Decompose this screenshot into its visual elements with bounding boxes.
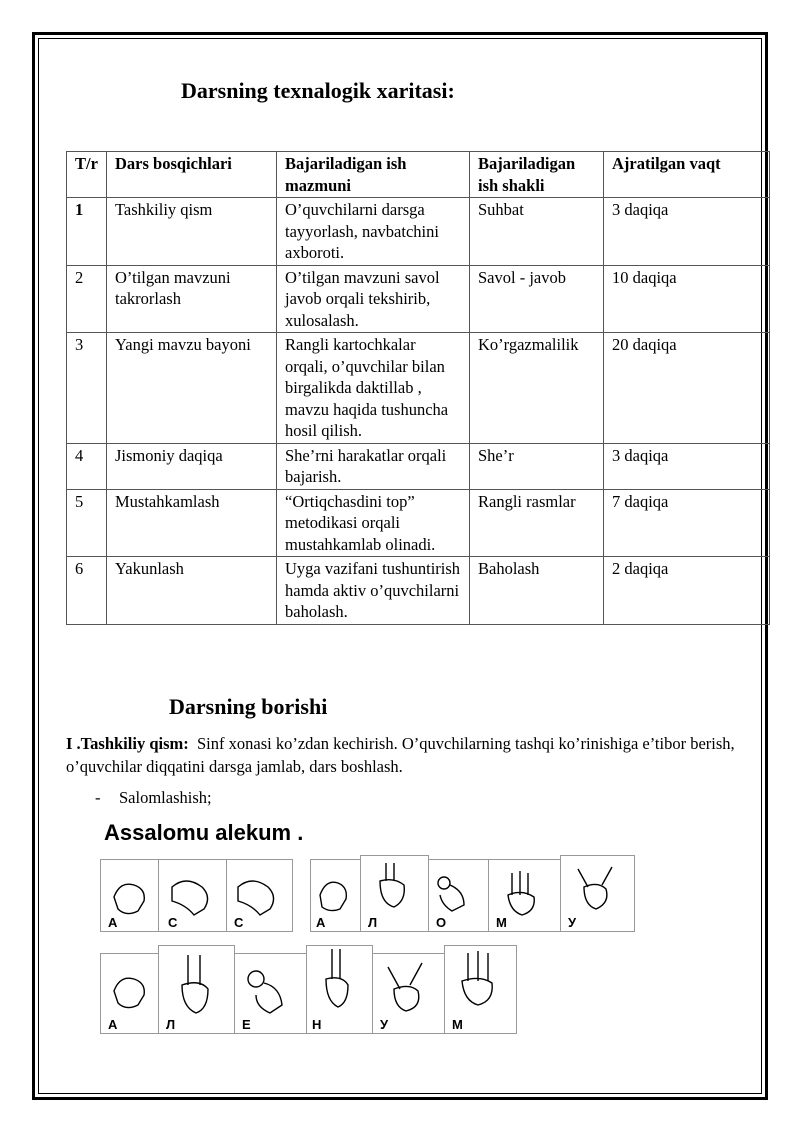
table-cell: 20 daqiqa <box>604 333 770 444</box>
table-cell: 7 daqiqa <box>604 489 770 557</box>
table-row <box>67 265 770 333</box>
paragraph-lead: I .Tashkiliy qism: <box>66 734 189 753</box>
section-title: Darsning borishi <box>169 694 328 719</box>
table-cell: Tashkiliy qism <box>107 198 277 266</box>
hand-sign-icon <box>380 863 404 907</box>
table-cell: Rangli kartochkalar orqali, o’quvchilar bilan birgalikda daktillab , mavzu haqida tushuncha hosil qilish. <box>277 333 470 444</box>
sign-letter: М <box>496 915 507 930</box>
column-header: Bajariladigan ish shakli <box>470 152 604 198</box>
sign-group-assalomu-2 <box>311 856 635 932</box>
sign-letter: А <box>108 1017 118 1032</box>
table-cell: Baholash <box>470 557 604 625</box>
hand-sign-icon <box>248 971 282 1013</box>
table-row <box>67 489 770 557</box>
sign-cards-row-2 <box>100 943 530 1037</box>
table-cell: Ko’rgazmalilik <box>470 333 604 444</box>
intro-paragraph <box>66 732 756 778</box>
sign-group-assalomu-1 <box>101 860 293 932</box>
column-header: Dars bosqichlari <box>107 152 277 198</box>
table-cell: “Ortiqchasdini top” metodikasi orqali mustahkamlab olinadi. <box>277 489 470 557</box>
table-cell: Mustahkamlash <box>107 489 277 557</box>
table-row <box>67 443 770 489</box>
table-cell: 3 daqiqa <box>604 198 770 266</box>
hand-sign-icon <box>320 882 346 910</box>
hand-sign-icon <box>326 949 348 1007</box>
table-row <box>67 333 770 444</box>
sign-row-1 <box>100 855 640 935</box>
table-cell: 1 <box>67 198 107 266</box>
sign-letter: У <box>380 1017 389 1032</box>
table-cell: O’quvchilarni darsga tayyorlash, navbatchini axboroti. <box>277 198 470 266</box>
table-cell: Uyga vazifani tushuntirish hamda aktiv o’quvchilarni baholash. <box>277 557 470 625</box>
sign-letter: Л <box>166 1017 176 1032</box>
table-cell: Rangli rasmlar <box>470 489 604 557</box>
table-cell: 3 daqiqa <box>604 443 770 489</box>
lesson-plan-table <box>66 151 770 625</box>
hand-sign-icon <box>114 978 144 1007</box>
table-header-row <box>67 152 770 198</box>
hand-sign-icon <box>238 881 274 915</box>
sign-letter: А <box>316 915 326 930</box>
sign-letter: М <box>452 1017 463 1032</box>
table-cell: Yakunlash <box>107 557 277 625</box>
table-cell: O’tilgan mavzuni takrorlash <box>107 265 277 333</box>
table-cell: 3 <box>67 333 107 444</box>
bullet-item <box>95 788 212 808</box>
table-cell: O’tilgan mavzuni savol javob orqali tekshirib, xulosalash. <box>277 265 470 333</box>
table-row <box>67 198 770 266</box>
table-cell: Suhbat <box>470 198 604 266</box>
greeting-heading: Assalomu alekum . <box>104 820 304 845</box>
column-header: Ajratilgan vaqt <box>604 152 770 198</box>
hand-sign-icon <box>462 951 492 1005</box>
column-header: T/r <box>67 152 107 198</box>
table-cell: 6 <box>67 557 107 625</box>
table-cell: Jismoniy daqiqa <box>107 443 277 489</box>
hand-sign-icon <box>578 867 612 909</box>
sign-letter: С <box>168 915 178 930</box>
paragraph-text: Sinf xonasi ko’zdan kechirish. O’quvchilarning tashqi ko’rinishiga e’tibor berish, o’quvchilar diqqatini darsga jamlab, dars boshlash. <box>66 734 735 776</box>
column-header: Bajariladigan ish mazmuni <box>277 152 470 198</box>
table-cell: Yangi mavzu bayoni <box>107 333 277 444</box>
sign-cards-row-1 <box>100 855 640 935</box>
bullet-text: Salomlashish; <box>119 788 212 807</box>
sign-letter: О <box>436 915 447 930</box>
table-cell: Savol - javob <box>470 265 604 333</box>
sign-letter: А <box>108 915 118 930</box>
table-cell: 5 <box>67 489 107 557</box>
table-cell: She’rni harakatlar orqali bajarish. <box>277 443 470 489</box>
hand-sign-icon <box>438 877 464 911</box>
sign-letter: Л <box>368 915 378 930</box>
page-title: Darsning texnalogik xaritasi: <box>181 78 455 103</box>
sign-letter: Е <box>242 1017 251 1032</box>
table-cell: 2 daqiqa <box>604 557 770 625</box>
table-cell: 4 <box>67 443 107 489</box>
hand-sign-icon <box>172 881 208 915</box>
sign-letter: С <box>234 915 244 930</box>
bullet-dash: - <box>95 788 101 807</box>
hand-sign-icon <box>388 963 422 1011</box>
sign-letter: Н <box>312 1017 322 1032</box>
sign-letter: У <box>568 915 577 930</box>
sign-group-alekum <box>101 946 517 1034</box>
hand-sign-icon <box>182 955 208 1013</box>
sign-row-2 <box>100 943 530 1037</box>
table-row <box>67 557 770 625</box>
hand-sign-icon <box>508 871 534 915</box>
table-cell: She’r <box>470 443 604 489</box>
table-cell: 10 daqiqa <box>604 265 770 333</box>
table-cell: 2 <box>67 265 107 333</box>
hand-sign-icon <box>114 884 144 913</box>
